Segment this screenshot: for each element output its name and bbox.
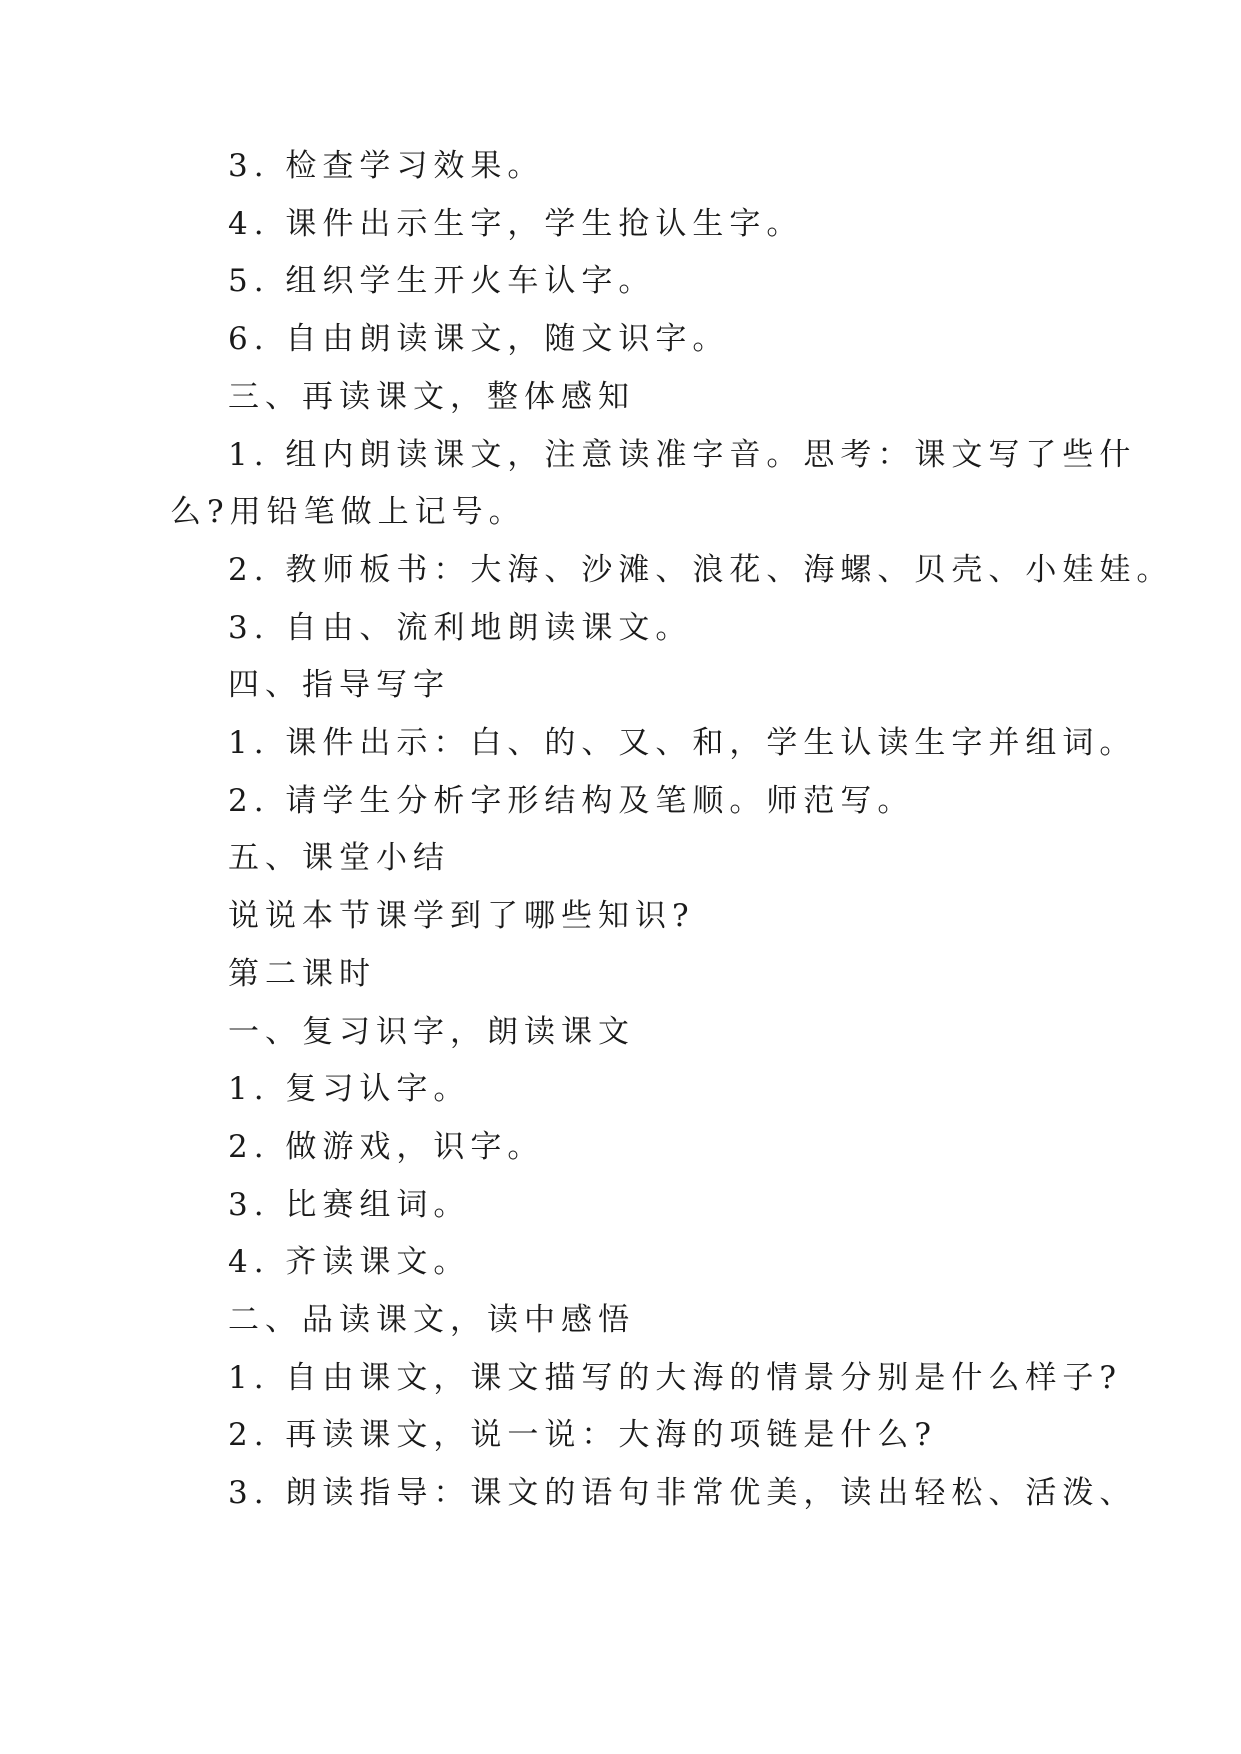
text-line: 1. 复习认字。 xyxy=(228,1071,471,1108)
text-line: 3. 比赛组词。 xyxy=(228,1186,471,1223)
text-line: 1. 自由课文，课文描写的大海的情景分别是什么样子? xyxy=(228,1359,1123,1396)
text-line: 五、课堂小结 xyxy=(228,840,450,877)
text-line: 3. 朗读指导：课文的语句非常优美，读出轻松、活泼、 xyxy=(228,1475,1137,1512)
text-line: 2. 教师板书：大海、沙滩、浪花、海螺、贝壳、小娃娃。 xyxy=(228,551,1174,588)
text-line: 2. 做游戏，识字。 xyxy=(228,1128,545,1165)
text-line: 4. 课件出示生字，学生抢认生字。 xyxy=(228,205,804,242)
text-line: 三、再读课文，整体感知 xyxy=(228,378,635,415)
text-line: 么?用铅笔做上记号。 xyxy=(170,494,526,531)
text-line: 一、复习识字，朗读课文 xyxy=(228,1013,635,1050)
text-line: 5. 组织学生开火车认字。 xyxy=(228,263,656,300)
text-line: 4. 齐读课文。 xyxy=(228,1244,471,1281)
text-line: 3. 检查学习效果。 xyxy=(228,148,545,184)
text-line: 3. 自由、流利地朗读课文。 xyxy=(228,609,693,646)
text-line: 第二课时 xyxy=(228,955,376,992)
text-line: 2. 再读课文，说一说：大海的项链是什么? xyxy=(228,1417,938,1454)
text-line: 1. 组内朗读课文，注意读准字音。思考：课文写了些什 xyxy=(228,436,1137,473)
text-line: 说说本节课学到了哪些知识? xyxy=(228,898,695,935)
text-line: 2. 请学生分析字形结构及笔顺。师范写。 xyxy=(228,782,915,819)
text-line: 6. 自由朗读课文，随文识字。 xyxy=(228,321,730,358)
text-line: 1. 课件出示：白、的、又、和，学生认读生字并组词。 xyxy=(228,725,1137,761)
text-line: 二、品读课文，读中感悟 xyxy=(228,1302,635,1338)
text-line: 四、指导写字 xyxy=(228,667,450,704)
